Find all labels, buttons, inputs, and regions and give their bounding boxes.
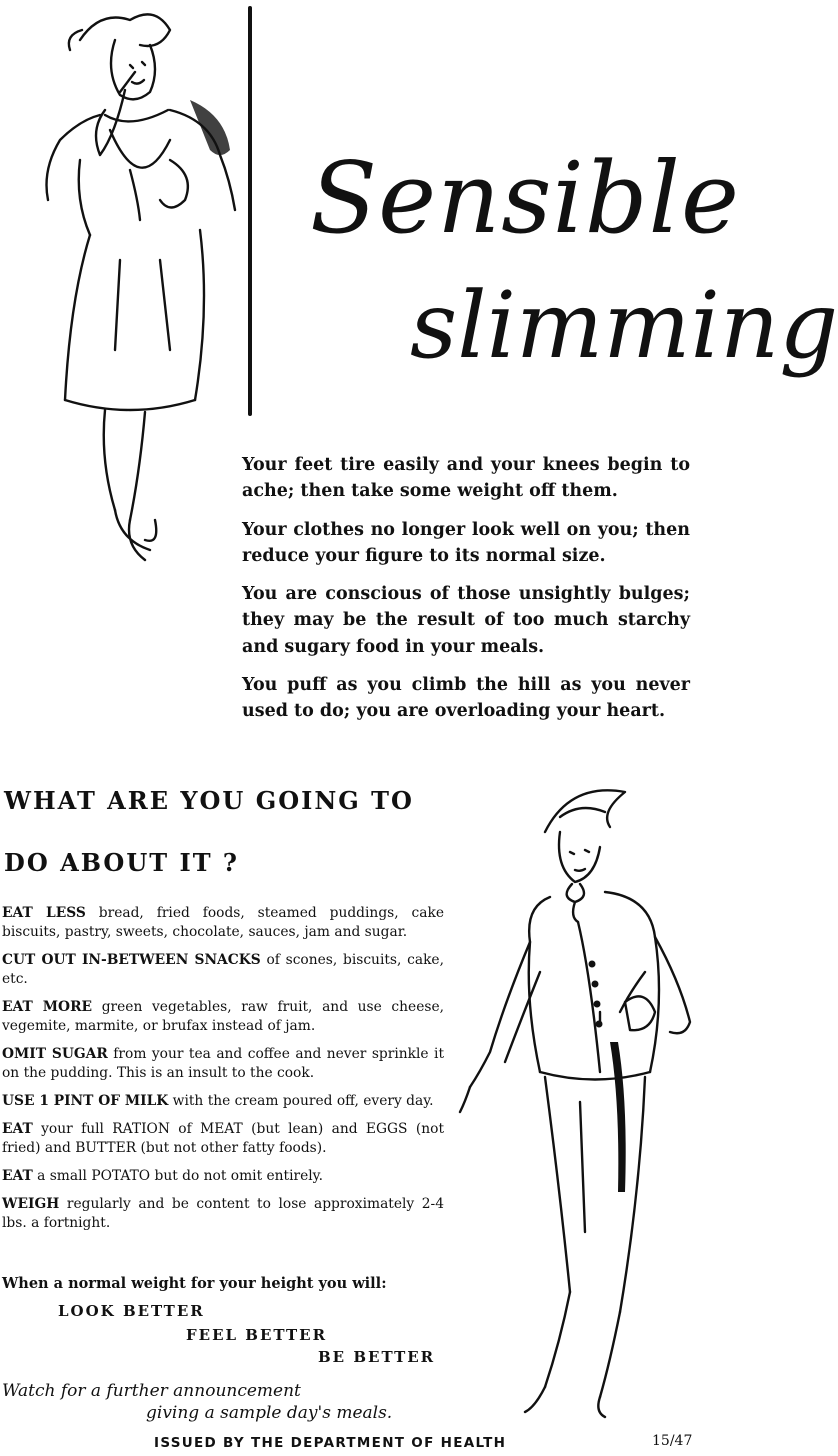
advice-lead: EAT xyxy=(2,1121,33,1138)
advice-item xyxy=(2,1120,444,1158)
intro-text xyxy=(242,452,690,736)
advice-item xyxy=(2,998,444,1036)
advice-lead: EAT LESS xyxy=(2,905,86,921)
advice-item xyxy=(2,904,444,942)
advice-lead: EAT xyxy=(2,1168,33,1185)
vertical-rule xyxy=(248,6,252,416)
heading-line-1: WHAT ARE YOU GOING TO xyxy=(4,786,414,815)
advice-text: bread, fried foods, steamed puddings, cake biscuits, pastry, sweets, chocolate, sauces, jam and sugar. xyxy=(2,905,444,941)
advice-item xyxy=(2,1195,444,1233)
advice-lead: WEIGH xyxy=(2,1196,60,1213)
advice-item xyxy=(2,1092,444,1111)
intro-paragraph: Your feet tire easily and your knees begin to ache; then take some weight off them. xyxy=(242,455,690,502)
summary-line: When a normal weight for your height you will: xyxy=(2,1275,387,1292)
footer-issuer: ISSUED BY THE DEPARTMENT OF HEALTH xyxy=(154,1435,507,1451)
better-line-look: LOOK BETTER xyxy=(58,1302,205,1320)
advice-text: regularly and be content to lose approximately 2-4 lbs. a fortnight. xyxy=(2,1196,444,1232)
advice-text: your full RATION of MEAT (but lean) and EGGS (not fried) and BUTTER (but not other fatty foods). xyxy=(2,1121,444,1157)
woman-illustration-bottom xyxy=(450,772,700,1422)
heading-line-2: DO ABOUT IT ? xyxy=(4,848,239,877)
advice-text: of scones, biscuits, cake, etc. xyxy=(2,952,444,988)
announcement-line-2: giving a sample day's meals. xyxy=(146,1403,393,1424)
advice-item xyxy=(2,1167,444,1186)
advice-item xyxy=(2,1045,444,1083)
document-code: 15/47 xyxy=(652,1433,693,1449)
better-line-feel: FEEL BETTER xyxy=(186,1326,328,1344)
advice-text: with the cream poured off, every day. xyxy=(168,1093,434,1110)
announcement xyxy=(2,1380,392,1424)
advice-text: a small POTATO but do not omit entirely. xyxy=(32,1168,324,1185)
page-title xyxy=(300,140,838,430)
title-line-2: slimming xyxy=(410,272,838,379)
title-line-1: Sensible xyxy=(310,142,740,256)
advice-lead: EAT MORE xyxy=(2,999,93,1016)
better-line-be: BE BETTER xyxy=(318,1348,436,1366)
advice-item xyxy=(2,951,444,989)
advice-lead: USE 1 PINT OF MILK xyxy=(2,1093,169,1110)
woman-illustration-top xyxy=(20,0,245,570)
advice-lead: CUT OUT IN-BETWEEN SNACKS xyxy=(2,952,261,969)
advice-lead: OMIT SUGAR xyxy=(2,1046,108,1063)
intro-paragraph: You puff as you climb the hill as you never used to do; you are overloading your heart. xyxy=(242,674,690,721)
intro-paragraph: Your clothes no longer look well on you; then reduce your figure to its normal size. xyxy=(242,519,690,566)
intro-paragraph: You are conscious of those unsightly bulges; they may be the result of too much starchy and sugary food in your meals. xyxy=(242,584,690,657)
advice-list xyxy=(2,904,444,1242)
advice-text: green vegetables, raw fruit, and use cheese, vegemite, marmite, or brufax instead of jam. xyxy=(2,999,445,1035)
announcement-line-1: Watch for a further announcement xyxy=(2,1381,301,1401)
advice-text: from your tea and coffee and never sprinkle it on the pudding. This is an insult to the cook. xyxy=(2,1046,444,1082)
